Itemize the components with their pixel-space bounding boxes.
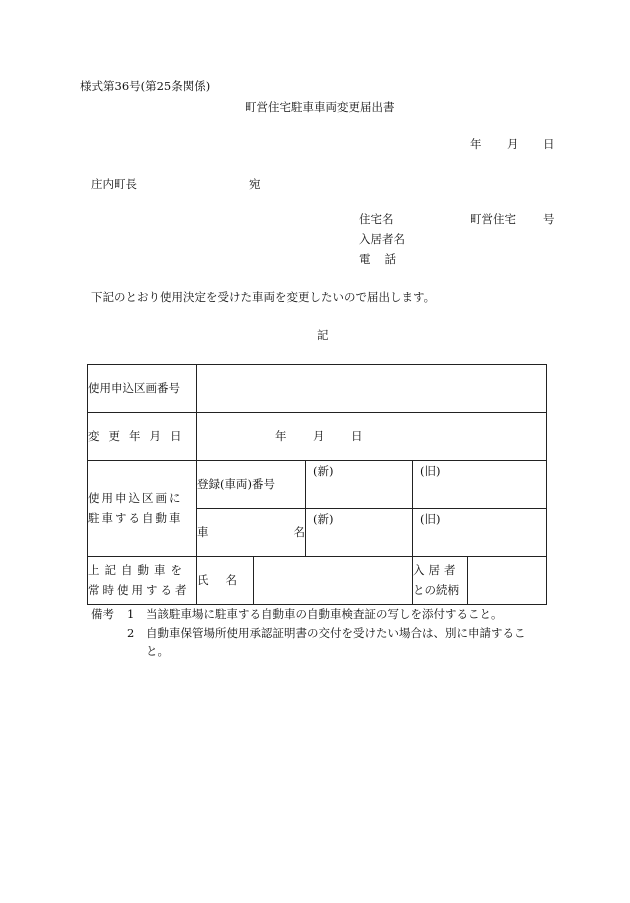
phone-label: 電話: [359, 252, 410, 266]
change-date-label-cell: [88, 413, 197, 461]
car-name-new-label: (新): [313, 512, 334, 526]
resident-name-label: 入居者名: [359, 232, 405, 246]
change-date-month: 月: [313, 429, 325, 443]
change-date-year: 年: [275, 429, 287, 443]
car-name-label-cell: [197, 509, 306, 557]
car-name-label-1: 車: [197, 524, 209, 539]
house-name-label: [359, 213, 407, 227]
name-label-2: 名: [225, 572, 237, 587]
change-date-label: [88, 430, 196, 444]
registration-new-cell[interactable]: [306, 461, 413, 509]
relation-value-cell[interactable]: [468, 557, 547, 605]
vehicle-label-line1: 使用申込区画に: [88, 490, 183, 505]
relation-label-line1: 入居者: [413, 562, 460, 577]
note-1-number: 1: [127, 607, 135, 621]
form-number: 様式第36号(第25条関係): [80, 79, 211, 93]
section-number-label: 使用申込区画番号: [88, 380, 180, 395]
note-2-continuation: と。: [146, 644, 169, 658]
notes-heading: 備考: [91, 607, 114, 621]
section-number-value-cell[interactable]: [197, 365, 547, 413]
user-label-line2: 常時使用する者: [88, 582, 190, 597]
change-date-label-text: 変更年月日: [88, 428, 191, 443]
section-number-label-cell: [88, 365, 197, 413]
car-name-label-2: 名: [293, 524, 305, 539]
note-2-number: 2: [127, 626, 135, 640]
house-name-value: 町営住宅: [470, 212, 516, 226]
name-label-1: 氏: [197, 572, 209, 587]
registration-label: 登録(車両)番号: [197, 476, 275, 491]
addressee-suffix: 宛: [249, 177, 261, 191]
car-name-old-label: (旧): [420, 512, 441, 526]
vehicle-label-line2: 駐車する自動車: [88, 510, 183, 525]
change-date-value-cell[interactable]: [197, 413, 547, 461]
registration-label-cell: [197, 461, 306, 509]
note-1-text: 当該駐車場に駐車する自動車の自動車検査証の写しを添付すること。: [146, 607, 503, 621]
vehicle-change-table: [87, 364, 547, 605]
car-name-old-cell[interactable]: [413, 509, 547, 557]
user-label-line1: 上記自動車を: [88, 562, 187, 577]
registration-new-label: (新): [313, 464, 334, 478]
addressee-name: 庄内町長: [91, 177, 137, 191]
vehicle-label: [88, 489, 196, 528]
date-day: 日: [543, 137, 555, 151]
name-label-cell: [197, 557, 254, 605]
date-month: 月: [507, 137, 519, 151]
car-name-label: [197, 526, 305, 540]
name-label: [197, 574, 237, 588]
registration-old-cell[interactable]: [413, 461, 547, 509]
user-label-cell: [88, 557, 197, 605]
change-date-day: 日: [351, 429, 363, 443]
vehicle-label-cell: [88, 461, 197, 557]
house-name-label-text: 住宅名: [359, 212, 394, 226]
user-label: [88, 561, 196, 600]
relation-label: [413, 561, 467, 600]
note-2-text: 自動車保管場所使用承認証明書の交付を受けたい場合は、別に申請するこ: [146, 626, 526, 640]
house-unit-label: 号: [543, 212, 555, 226]
relation-label-line2: との続柄: [413, 582, 459, 597]
name-value-cell[interactable]: [254, 557, 413, 605]
car-name-new-cell[interactable]: [306, 509, 413, 557]
relation-label-cell: [413, 557, 468, 605]
document-title: 町営住宅駐車車両変更届出書: [245, 100, 395, 114]
date-year: 年: [470, 137, 482, 151]
body-text: 下記のとおり使用決定を受けた車両を変更したいので届出します。: [91, 290, 436, 304]
registration-old-label: (旧): [420, 464, 441, 478]
ki-label: 記: [317, 328, 329, 342]
